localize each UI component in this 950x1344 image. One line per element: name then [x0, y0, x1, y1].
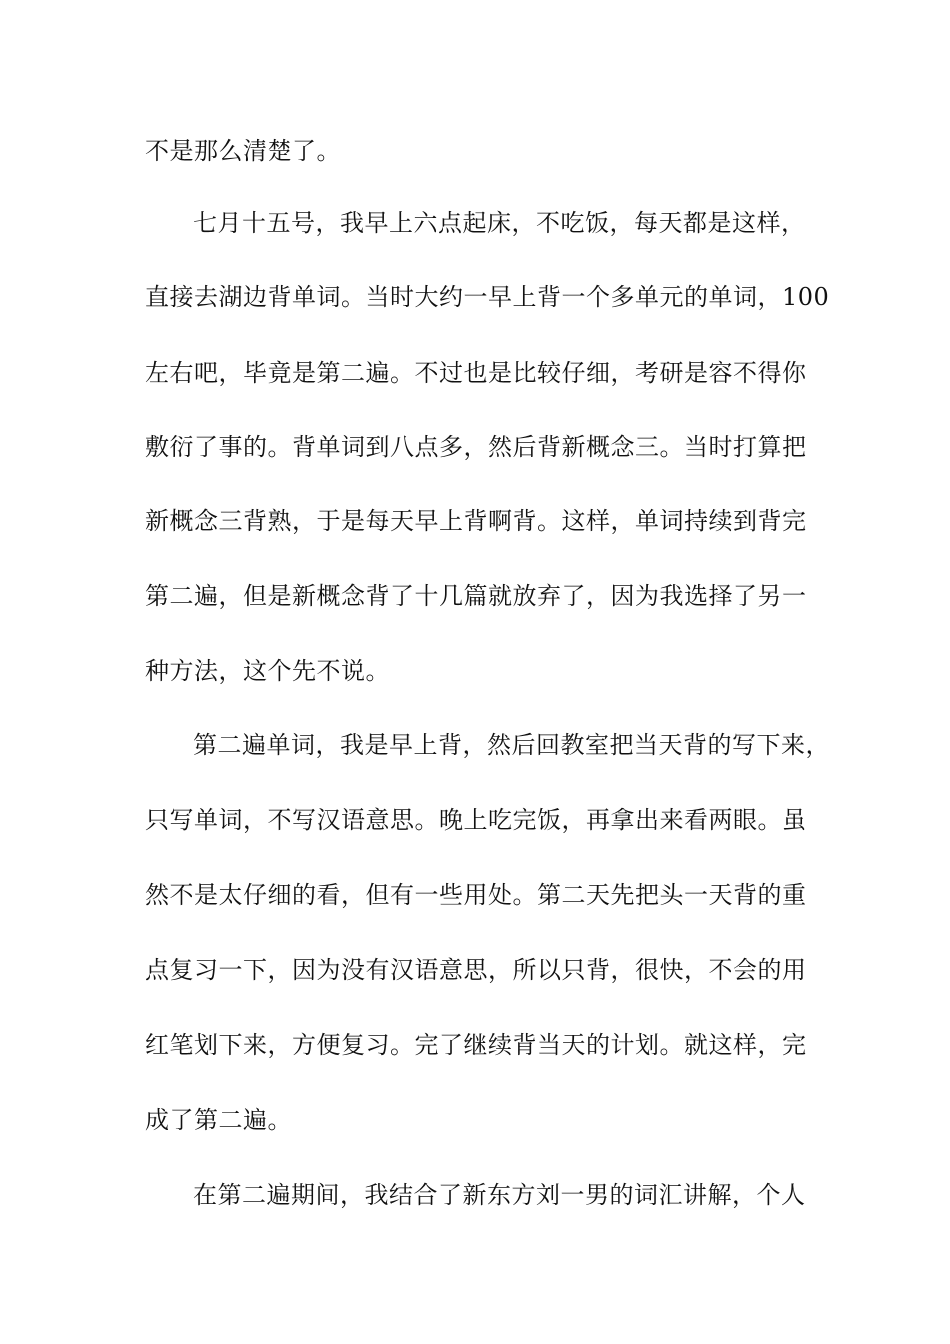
- paragraph-1-line-5: 新概念三背熟，于是每天早上背啊背。这样，单词持续到背完: [145, 507, 807, 535]
- paragraph-1-line-2: 直接去湖边背单词。当时大约一早上背一个多单元的单词，100: [145, 283, 830, 311]
- paragraph-2-line-3: 然不是太仔细的看，但有一些用处。第二天先把头一天背的重: [145, 881, 807, 909]
- paragraph-1-line-1: 七月十五号，我早上六点起床，不吃饭，每天都是这样，: [193, 209, 806, 237]
- paragraph-2-line-5: 红笔划下来，方便复习。完了继续背当天的计划。就这样，完: [145, 1031, 807, 1059]
- paragraph-2-line-4: 点复习一下，因为没有汉语意思，所以只背，很快，不会的用: [145, 956, 807, 984]
- paragraph-3-line-1: 在第二遍期间，我结合了新东方刘一男的词汇讲解，个人: [193, 1181, 806, 1209]
- paragraph-2-line-2: 只写单词，不写汉语意思。晚上吃完饭，再拿出来看两眼。虽: [145, 806, 807, 834]
- paragraph-2-line-1: 第二遍单词，我是早上背，然后回教室把当天背的写下来，: [193, 731, 830, 759]
- paragraph-1-line-4: 敷衍了事的。背单词到八点多，然后背新概念三。当时打算把: [145, 433, 807, 461]
- paragraph-2-line-6: 成了第二遍。: [145, 1106, 292, 1134]
- text-line-1: 不是那么清楚了。: [145, 137, 341, 165]
- paragraph-1-line-6: 第二遍，但是新概念背了十几篇就放弃了，因为我选择了另一: [145, 582, 807, 610]
- paragraph-1-line-7: 种方法，这个先不说。: [145, 657, 390, 685]
- paragraph-1-line-3: 左右吧，毕竟是第二遍。不过也是比较仔细，考研是容不得你: [145, 359, 807, 387]
